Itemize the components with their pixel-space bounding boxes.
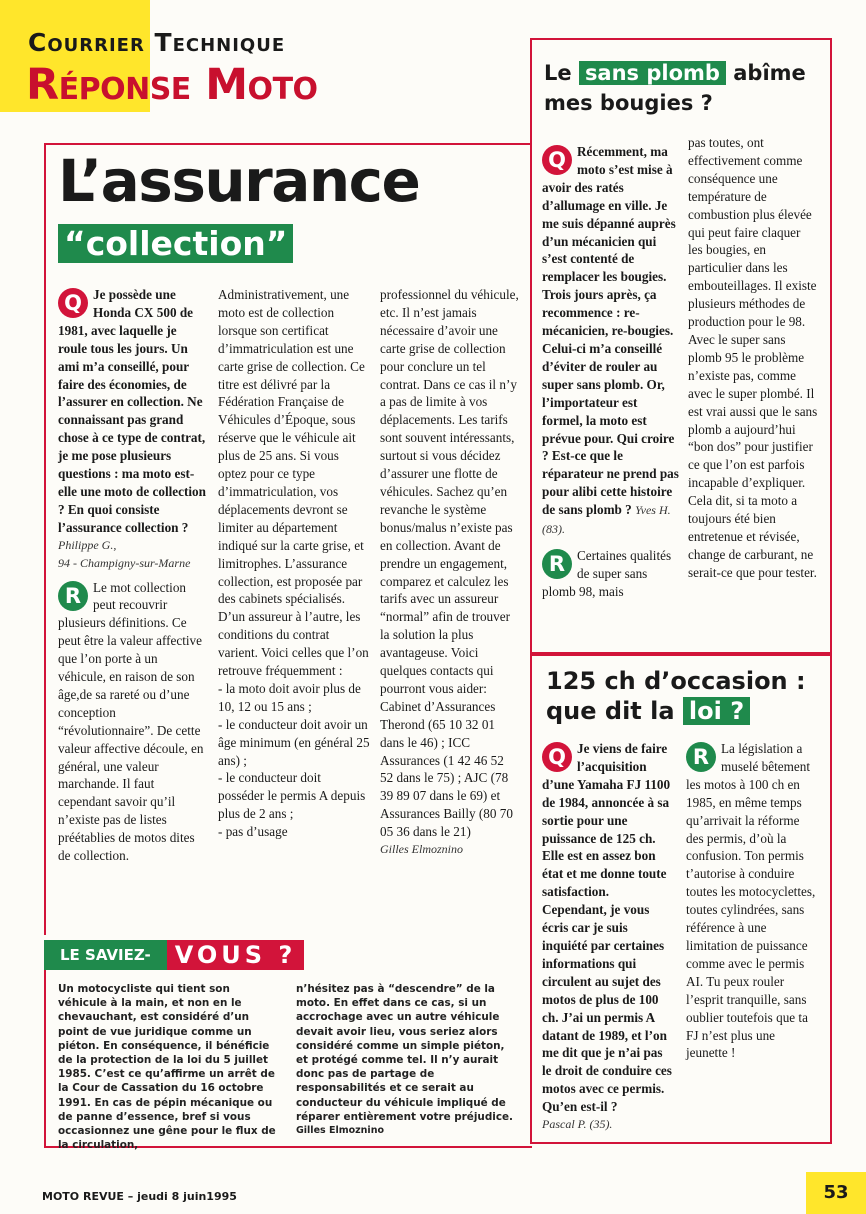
answer-badge-icon: R xyxy=(58,581,88,611)
assurance-sig-name: Philippe G., xyxy=(58,537,117,552)
assurance-answer-3: professionnel du véhicule, etc. Il n’est jamais nécessaire d’avoir une carte grise de collection pour conclure un tel contrat. Dans ce cas il n’y a pas de limite à vos déplacements. Les tarifs sont souvent intéressants, surtout si vous décidez d’assurer une flotte de véhicules. Sachez qu’en revanche le système bonus/malus n’existe pas en collection. Avant de prendre un engagement, comparez et calculez les tarifs avec un assureur “normal” afin de trouver la solution la plus avantageuse. Voici quelques contacts qui pourront vous aider: Cabinet d’Assurances Therond (65 10 32 01 dans le 46) ; ICC Assurances (1 42 46 52 52 dans le 75) ; AJC (78 39 89 07 dans le 69) et Assurances Bailly (80 70 05 36 dans le 21) xyxy=(380,287,519,840)
125ch-answer: La législation a muselé bêtement les motos à 100 ch en 1985, en même temps qu’arrivait la réforme des permis, d’où la confusion. Ton permis t’autorise à conduire toutes les motocyclettes, toutes cylindrées, sans référence à une limitation de puissance comme avec le permis AI. Tu peux rouler l’esprit tranquille, sans oublier toutefois que ta FJ n’est plus une jeunette ! xyxy=(686,741,816,1061)
saviez-author: Gilles Elmoznino xyxy=(296,1125,384,1137)
page-number: 53 xyxy=(806,1172,866,1214)
assurance-question: Je possède une Honda CX 500 de 1981, avec laquelle je roule tous les jours. Un ami m’a conseillé, pour faire des économies, de l’assurer en collection. Ne connaissant pas grand chose à ce type de contrat, je me pose plusieurs questions : ma moto est-elle une moto de collection ? En quoi consiste l’assurance collection ? xyxy=(58,287,206,535)
title-line1: 125 ch d’occasion : xyxy=(546,667,806,695)
saviez-col1: Un motocycliste qui tient son véhicule à la main, et non en le chevauchant, est considéré d’un point de vue juridique comme un piéton. En conséquence, il bénéficie de la protection de la loi du 5 juillet 1985. C’est ce qu’affirme un arrêt de la Cour de Cassation du 16 octobre 1991. En cas de pépin mécanique ou de panne d’essence, bref si vous occasionnez une gêne pour le flux de la circulation, xyxy=(58,983,276,1152)
125ch-col1 xyxy=(542,740,674,1134)
saviez-label-a: LE SAVIEZ- xyxy=(44,940,167,970)
section-kicker: Courrier Technique xyxy=(28,28,286,57)
title-part: abîme mes bougies ? xyxy=(544,61,806,115)
title-part: Le xyxy=(544,61,572,85)
question-badge-icon: Q xyxy=(542,742,572,772)
question-badge-icon: Q xyxy=(542,145,572,175)
title-highlight: loi ? xyxy=(683,697,750,725)
sans-plomb-col1 xyxy=(542,143,680,601)
sans-plomb-answer-2: pas toutes, ont effectivement comme conséquence une température de combustion plus élevée qui peut faire claquer les bougies, en particulier dans les embouteillages. Il existe plusieurs méthodes de production pour le 98. Avec le super sans plomb 95 le problème n’existe pas, comme avec le super plombé. Il est vrai aussi que le sans plomb a aujourd’hui “bon dos” pour justifier ce que l’on est parfois incapable d’expliquer. Cela dit, si ta moto a toujours été bien entretenue et révisée, change de carburant, ne serait-ce que pour tester. xyxy=(688,135,818,580)
assurance-author: Gilles Elmoznino xyxy=(380,842,463,857)
125ch-col2 xyxy=(686,740,820,1062)
saviez-vous-label xyxy=(44,940,304,970)
sans-plomb-answer-1: Certaines qualités de super sans plomb 98, mais xyxy=(542,547,672,599)
assurance-col3 xyxy=(380,286,520,859)
title-highlight: “collection” xyxy=(58,224,293,263)
condition-item: - pas d’usage xyxy=(218,824,288,840)
article-assurance-title xyxy=(58,147,420,215)
footer-issue: MOTO REVUE – jeudi 8 juin1995 xyxy=(42,1190,237,1203)
section-title: Réponse Moto xyxy=(26,60,318,110)
condition-item: - le conducteur doit posséder le permis A depuis plus de 2 ans ; xyxy=(218,770,366,822)
assurance-col2 xyxy=(218,286,370,841)
saviez-text-2: n’hésitez pas à “descendre” de la moto. En effet dans ce cas, si un accrochage avec un autre véhicule devait avoir lieu, vous seriez alors considéré comme un simple piéton, et protégé comme tel. Il n’y aurait donc pas de partage de responsabilités et ce serait au conducteur du véhicule impliqué de réparer entièrement votre préjudice. xyxy=(296,983,513,1123)
saviez-label-b: VOUS ? xyxy=(167,940,305,970)
question-badge-icon: Q xyxy=(58,288,88,318)
assurance-col1 xyxy=(58,286,208,865)
sans-plomb-question: Récemment, ma moto s’est mise à avoir des ratés d’allumage en ville. Je me suis dépanné auprès d’un mécanicien qui s’est contenté de remplacer les bougies. Trois jours après, ça recommence : re-mécanicien, re-bougies. Celui-ci m’a conseillé d’éviter de rouler au super sans plomb. Or, l’importateur est formel, la moto est prévue pour. Qui croire ? Est-ce que le réparateur ne prend pas pour alibi cette histoire de sans plomb ? xyxy=(542,144,679,518)
assurance-sig-place: 94 - Champigny-sur-Marne xyxy=(58,555,191,570)
125ch-sig: Pascal P. (35). xyxy=(542,1117,613,1132)
title-line1: L’assurance xyxy=(58,147,420,215)
sans-plomb-sig: Yves H. (83). xyxy=(542,503,671,537)
sans-plomb-title xyxy=(544,58,824,118)
title-line2 xyxy=(546,696,826,726)
condition-item: - la moto doit avoir plus de 10, 12 ou 15 ans ; xyxy=(218,680,361,714)
condition-item: - le conducteur doit avoir un âge minimum (en général 25 ans) ; xyxy=(218,716,370,768)
assurance-answer-1: Le mot collection peut recouvrir plusieurs définitions. Ce peut être la valeur affective que l’on porte à un véhicule, en raison de son âge,de sa rareté ou d’une conception “révolutionnaire”. De cette valeur affective découle, en général, une valeur marchande. Il faut cependant savoir qu’il n’existe pas de listes préétablies de motos dites de collection. xyxy=(58,579,204,864)
assurance-answer-2: Administrativement, une moto est de collection lorsque son certificat d’immatriculation est une carte grise de collection. Ce titre est délivré par la Fédération Française de Véhicules d’Époque, sous réserve que le véhicule ait plus de 25 ans. Si vous optez pour ce type d’immatriculation, vos déplacements devront se limiter au département indiqué sur la carte grise, et limitrophes. L’assurance collection, est proposée par des cabinets spécialisés. D’un assureur à l’autre, les conditions du contrat varient. Voici celles que l’on retrouve fréquemment : xyxy=(218,287,369,679)
sans-plomb-col2 xyxy=(688,134,818,582)
125ch-title xyxy=(546,666,826,726)
saviez-col2 xyxy=(296,982,514,1138)
answer-badge-icon: R xyxy=(542,549,572,579)
125ch-question: Je viens de faire l’acquisition d’une Yamaha FJ 1100 de 1984, annoncée à sa sortie pour une puissance de 125 ch. Elle est en assez bon état et me donne toute satisfaction. Cependant, je vous écris car je suis inquiété par certaines informations qui circulent au sujet des motos de plus de 100 ch. J’ai un permis A datant de 1989, et l’on me dit que je n’ai pas le droit de conduire ces motos avec ce permis. Qu’en est-il ? xyxy=(542,741,672,1115)
title-line2 xyxy=(58,224,293,264)
answer-badge-icon: R xyxy=(686,742,716,772)
title-part: que dit la xyxy=(546,697,675,725)
title-highlight: sans plomb xyxy=(579,61,726,85)
